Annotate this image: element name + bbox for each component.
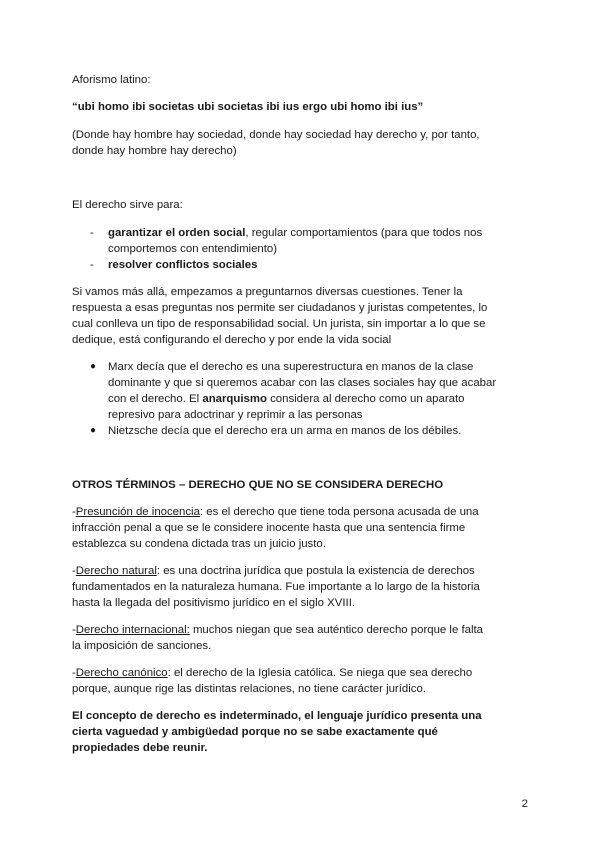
term-2-def: : es una doctrina jurídica que postula la existencia de derechos <box>156 565 475 577</box>
term-prefix: - <box>72 624 76 636</box>
term-1-def: : es el derecho que tiene toda persona acusada de una <box>199 506 479 518</box>
list-item-1-bold: garantizar el orden social <box>108 227 246 239</box>
term-prefix: - <box>72 667 76 679</box>
latin-quote: “ubi homo ibi societas ubi societas ibi ius ergo ubi homo ibi ius” <box>72 101 424 113</box>
paragraph-line-2: respuesta a esas preguntas nos permite ser ciudadanos y juristas competentes, lo <box>72 302 488 314</box>
term-3-line-1 <box>72 622 483 638</box>
purpose-intro: El derecho sirve para: <box>72 199 183 211</box>
term-derecho-natural: Derecho natural <box>75 565 157 577</box>
section-title: OTROS TÉRMINOS – DERECHO QUE NO SE CONSIDERA DERECHO <box>72 479 444 491</box>
list-item-2: resolver conflictos sociales <box>108 259 258 271</box>
conclusion-line-1: El concepto de derecho es indeterminado, el lenguaje jurídico presenta una <box>72 710 482 722</box>
bullet-icon: ● <box>90 425 97 436</box>
bullet-icon: ● <box>90 361 97 372</box>
term-prefix: - <box>72 565 76 577</box>
conclusion-line-2: cierta vaguedad y ambigüedad porque no se sabe exactamente qué <box>72 726 438 738</box>
term-2-line-1 <box>72 563 475 579</box>
term-derecho-canonico: Derecho canónico <box>75 667 168 679</box>
term-prefix: - <box>72 506 76 518</box>
list-item-1-line-2: comportemos con entendimiento) <box>108 243 278 255</box>
bullet-2: Nietzsche decía que el derecho era un arma en manos de los débiles. <box>108 425 462 437</box>
term-3-def: muchos niegan que sea auténtico derecho porque le falta <box>189 624 483 636</box>
bullet-1-line-4: represivo para adoctrinar y reprimir a las personas <box>108 409 363 421</box>
term-2-line-2: fundamentados en la naturaleza humana. Fue importante a lo largo de la historia <box>72 581 480 593</box>
list-item-1-rest: , regular comportamientos (para que todos nos <box>245 227 483 239</box>
paragraph-line-1: Si vamos más allá, empezamos a preguntarnos diversas cuestiones. Tener la <box>72 286 463 298</box>
paragraph-line-4: dedique, está configurando el derecho y por ende la vida social <box>72 334 392 346</box>
anarquismo-bold: anarquismo <box>202 393 267 405</box>
term-derecho-internacional: Derecho internacional: <box>75 624 190 636</box>
bullet-1-line-3 <box>108 391 464 407</box>
bullet-1-line-3-pre: con el derecho. El <box>108 393 203 405</box>
list-dash: - <box>90 259 94 271</box>
header-label: Aforismo latino: <box>72 74 151 86</box>
term-3-line-2: la imposición de sanciones. <box>72 640 212 652</box>
list-item-1 <box>108 225 482 241</box>
paragraph-line-3: cual conlleva un tipo de responsabilidad social. Un jurista, sin importar a lo que se <box>72 318 486 330</box>
bullet-1-line-1: Marx decía que el derecho es una superestructura en manos de la clase <box>108 361 474 373</box>
term-4-def: : el derecho de la Iglesia católica. Se niega que sea derecho <box>167 667 473 679</box>
page-number: 2 <box>521 798 528 810</box>
bullet-1-line-2: dominante y que si queremos acabar con las clases sociales hay que acabar <box>108 377 497 389</box>
term-presuncion: Presunción de inocencia <box>75 506 200 518</box>
bullet-1-line-3-post: considera al derecho como un aparato <box>266 393 465 405</box>
list-dash: - <box>90 227 94 239</box>
conclusion-line-3: propiedades debe reunir. <box>72 742 208 754</box>
term-1-line-1 <box>72 504 479 520</box>
term-2-line-3: hasta la llegada del positivismo jurídico en el siglo XVIII. <box>72 597 356 609</box>
term-4-line-1 <box>72 665 472 681</box>
translation-line-2: donde hay hombre hay derecho) <box>72 145 237 157</box>
term-1-line-2: infracción penal a que se le considere inocente hasta que una sentencia firme <box>72 522 466 534</box>
term-4-line-2: porque, aunque rige las distintas relaciones, no tiene carácter jurídico. <box>72 683 426 695</box>
translation-line-1: (Donde hay hombre hay sociedad, donde hay sociedad hay derecho y, por tanto, <box>72 129 480 141</box>
term-1-line-3: establezca su condena dictada tras un juicio justo. <box>72 538 326 550</box>
